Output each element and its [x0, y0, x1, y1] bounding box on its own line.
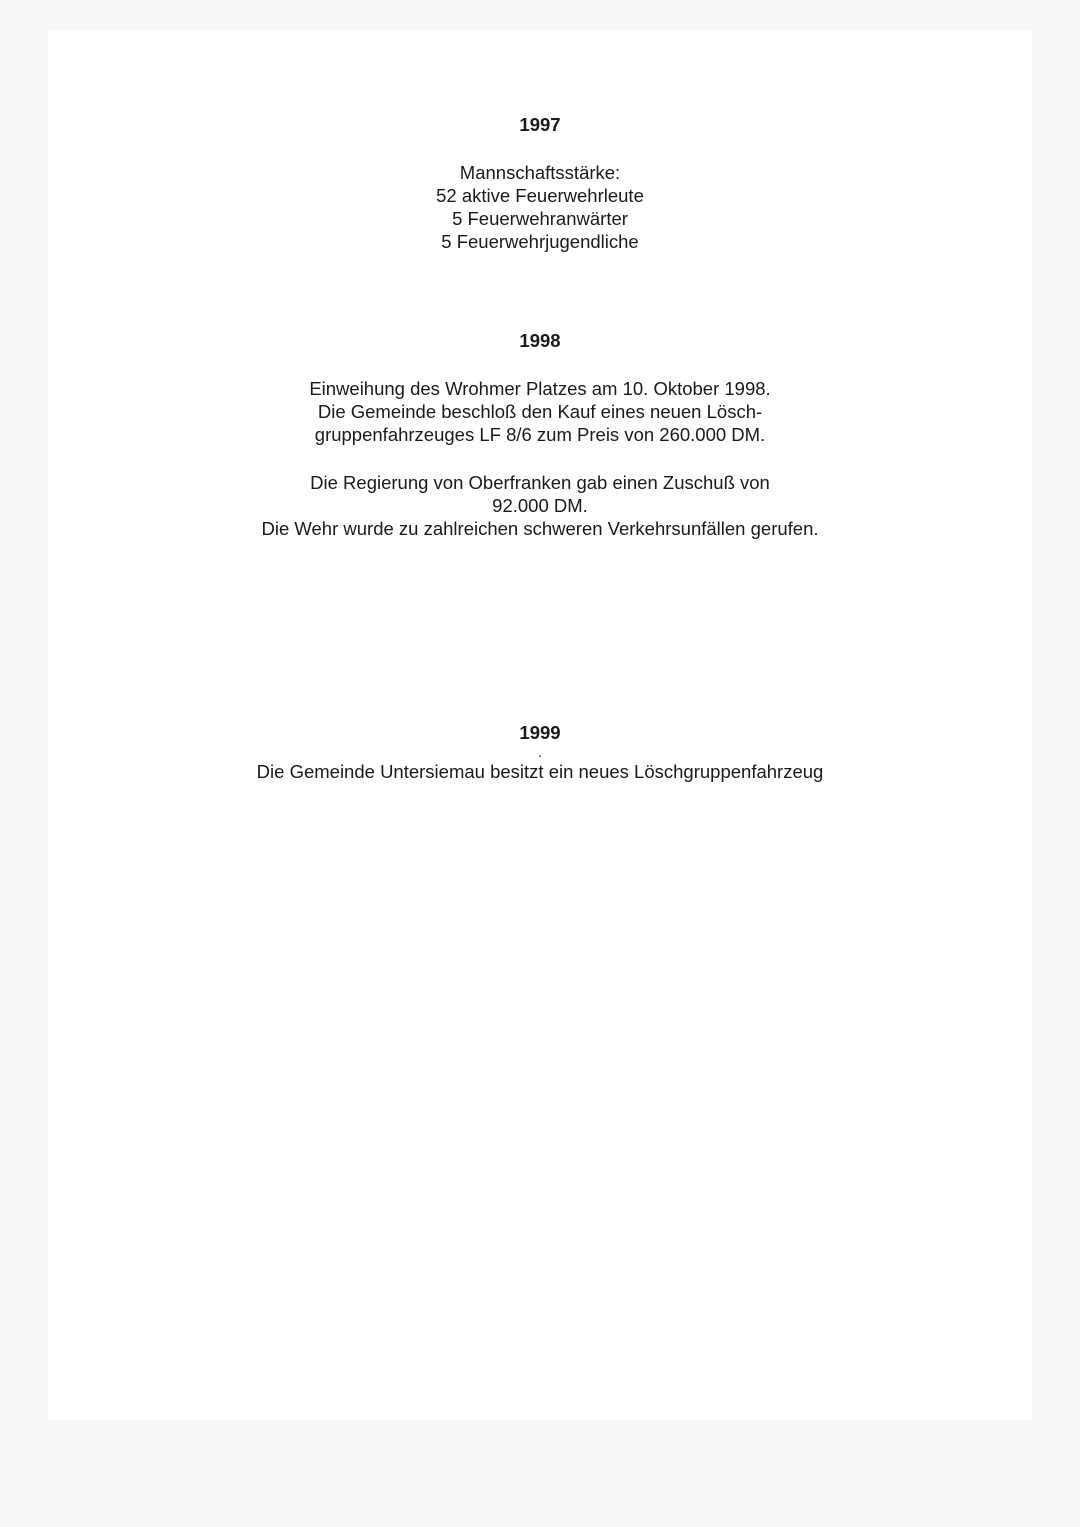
text-line: 5 Feuerwehrjugendliche [441, 231, 639, 252]
text-line: Mannschaftsstärke: [459, 162, 621, 183]
text-line: Die Regierung von Oberfranken gab einen Zuschuß von [310, 472, 770, 493]
section-year: 1998 [519, 330, 561, 351]
section-1998 [48, 330, 1032, 540]
text-line: gruppenfahrzeuges LF 8/6 zum Preis von 260.000 DM. [314, 424, 766, 445]
text-line: Einweihung des Wrohmer Platzes am 10. Oktober 1998. [309, 378, 771, 399]
document-page [48, 30, 1032, 1420]
spacer [48, 446, 1032, 471]
spacer [48, 136, 1032, 161]
section-year: 1997 [519, 114, 561, 135]
text-line: 92.000 DM. [492, 495, 588, 516]
text-line: Die Gemeinde Untersiemau besitzt ein neues Löschgruppenfahrzeug [256, 761, 824, 782]
section-year: 1999 [519, 722, 561, 743]
text-line: Die Wehr wurde zu zahlreichen schweren Verkehrsunfällen gerufen. [261, 518, 819, 539]
marker-dot: . [538, 744, 542, 760]
section-1999 [48, 722, 1032, 783]
text-line: Die Gemeinde beschloß den Kauf eines neuen Lösch- [317, 401, 763, 422]
section-1997 [48, 114, 1032, 253]
text-line: 5 Feuerwehranwärter [452, 208, 628, 229]
text-line: 52 aktive Feuerwehrleute [436, 185, 644, 206]
spacer [48, 352, 1032, 377]
